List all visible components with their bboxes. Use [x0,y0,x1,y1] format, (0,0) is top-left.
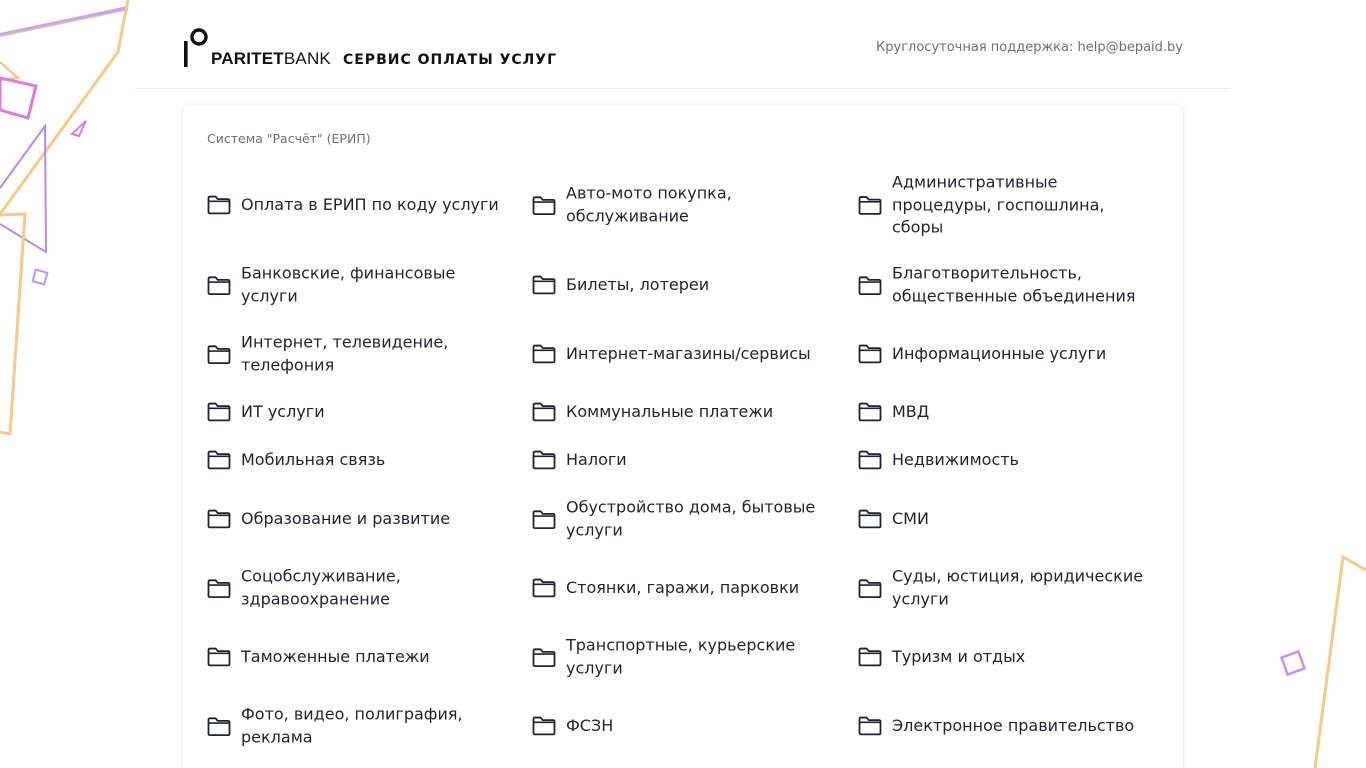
folder-icon [858,402,882,422]
category-item[interactable] [207,646,507,669]
folder-icon [858,647,882,667]
category-label: Таможенные платежи [241,646,430,666]
category-label: Административные процедуры, госпошлина, сборы [892,172,1105,237]
category-label: Транспортные, курьерские услуги [566,635,796,677]
service-title: СЕРВИС ОПЛАТЫ УСЛУГ [342,52,558,68]
category-label: Фото, видео, полиграфия, реклама [241,704,463,746]
category-label: Налоги [566,449,627,469]
folder-icon [858,344,882,364]
category-item[interactable] [858,646,1158,669]
folder-icon [858,450,882,470]
category-card [183,105,1183,768]
category-label: Интернет, телевидение, телефония [241,332,449,374]
category-item[interactable] [207,332,507,377]
folder-icon [207,402,231,422]
folder-icon [532,450,556,470]
category-item[interactable] [207,508,507,531]
category-item[interactable] [858,566,1158,611]
brand-name: PARITETBANK [211,49,331,68]
category-label: Коммунальные платежи [566,401,774,421]
folder-icon [207,716,231,736]
category-item[interactable] [532,401,832,424]
category-item[interactable] [532,274,832,297]
folder-icon [532,647,556,667]
category-label: Банковские, финансовые услуги [241,263,456,305]
category-item[interactable] [532,577,832,600]
support-contact: Круглосуточная поддержка: help@bepaid.by [876,40,1183,55]
category-label: Суды, юстиция, юридические услуги [892,566,1144,608]
category-label: Образование и развитие [241,508,451,528]
folder-icon [532,344,556,364]
category-label: Билеты, лотереи [566,274,710,294]
card-title: Система "Расчёт" (ЕРИП) [207,131,371,146]
category-label: Авто-мото покупка, обслуживание [566,183,732,225]
category-label: Благотворительность, общественные объединения [892,263,1136,305]
category-label: СМИ [892,508,929,528]
category-item[interactable] [858,715,1158,738]
folder-icon [858,275,882,295]
header [135,0,1230,89]
folder-icon [532,578,556,598]
category-item[interactable] [858,171,1158,239]
category-item[interactable] [858,401,1158,424]
category-label: Мобильная связь [241,449,386,469]
category-item[interactable] [532,343,832,366]
category-item[interactable] [207,263,507,308]
category-item[interactable] [207,566,507,611]
folder-icon [207,578,231,598]
category-item[interactable] [207,401,507,424]
category-label: Туризм и отдых [892,646,1026,666]
category-item[interactable] [532,449,832,472]
category-item[interactable] [858,449,1158,472]
folder-icon [207,509,231,529]
category-item[interactable] [532,715,832,738]
folder-icon [207,647,231,667]
category-item[interactable] [532,497,832,542]
category-label: Электронное правительство [892,715,1135,735]
category-label: Информационные услуги [892,343,1107,363]
folder-icon [207,344,231,364]
category-label: Соцобслуживание, здравоохранение [241,566,401,608]
folder-icon [858,195,882,215]
category-label: МВД [892,401,930,421]
folder-icon [207,195,231,215]
category-label: Обустройство дома, бытовые услуги [566,497,816,539]
folder-icon [532,716,556,736]
folder-icon [858,716,882,736]
category-item[interactable] [207,449,507,472]
folder-icon [532,275,556,295]
category-item[interactable] [532,635,832,680]
folder-icon [532,402,556,422]
category-item[interactable] [858,263,1158,308]
category-label: Стоянки, гаражи, парковки [566,577,800,597]
category-item[interactable] [207,704,507,749]
folder-icon [532,195,556,215]
category-label: Интернет-магазины/сервисы [566,343,811,363]
category-item[interactable] [858,343,1158,366]
category-label: Недвижимость [892,449,1019,469]
category-item[interactable] [858,508,1158,531]
category-label: ИТ услуги [241,401,325,421]
category-label: Оплата в ЕРИП по коду услуги [241,194,499,214]
logo[interactable] [183,28,557,68]
folder-icon [207,450,231,470]
paritet-logo-icon [183,28,209,68]
category-item[interactable] [207,194,507,217]
folder-icon [858,578,882,598]
folder-icon [532,509,556,529]
category-item[interactable] [532,183,832,228]
category-label: ФСЗН [566,715,614,735]
folder-icon [858,509,882,529]
folder-icon [207,275,231,295]
